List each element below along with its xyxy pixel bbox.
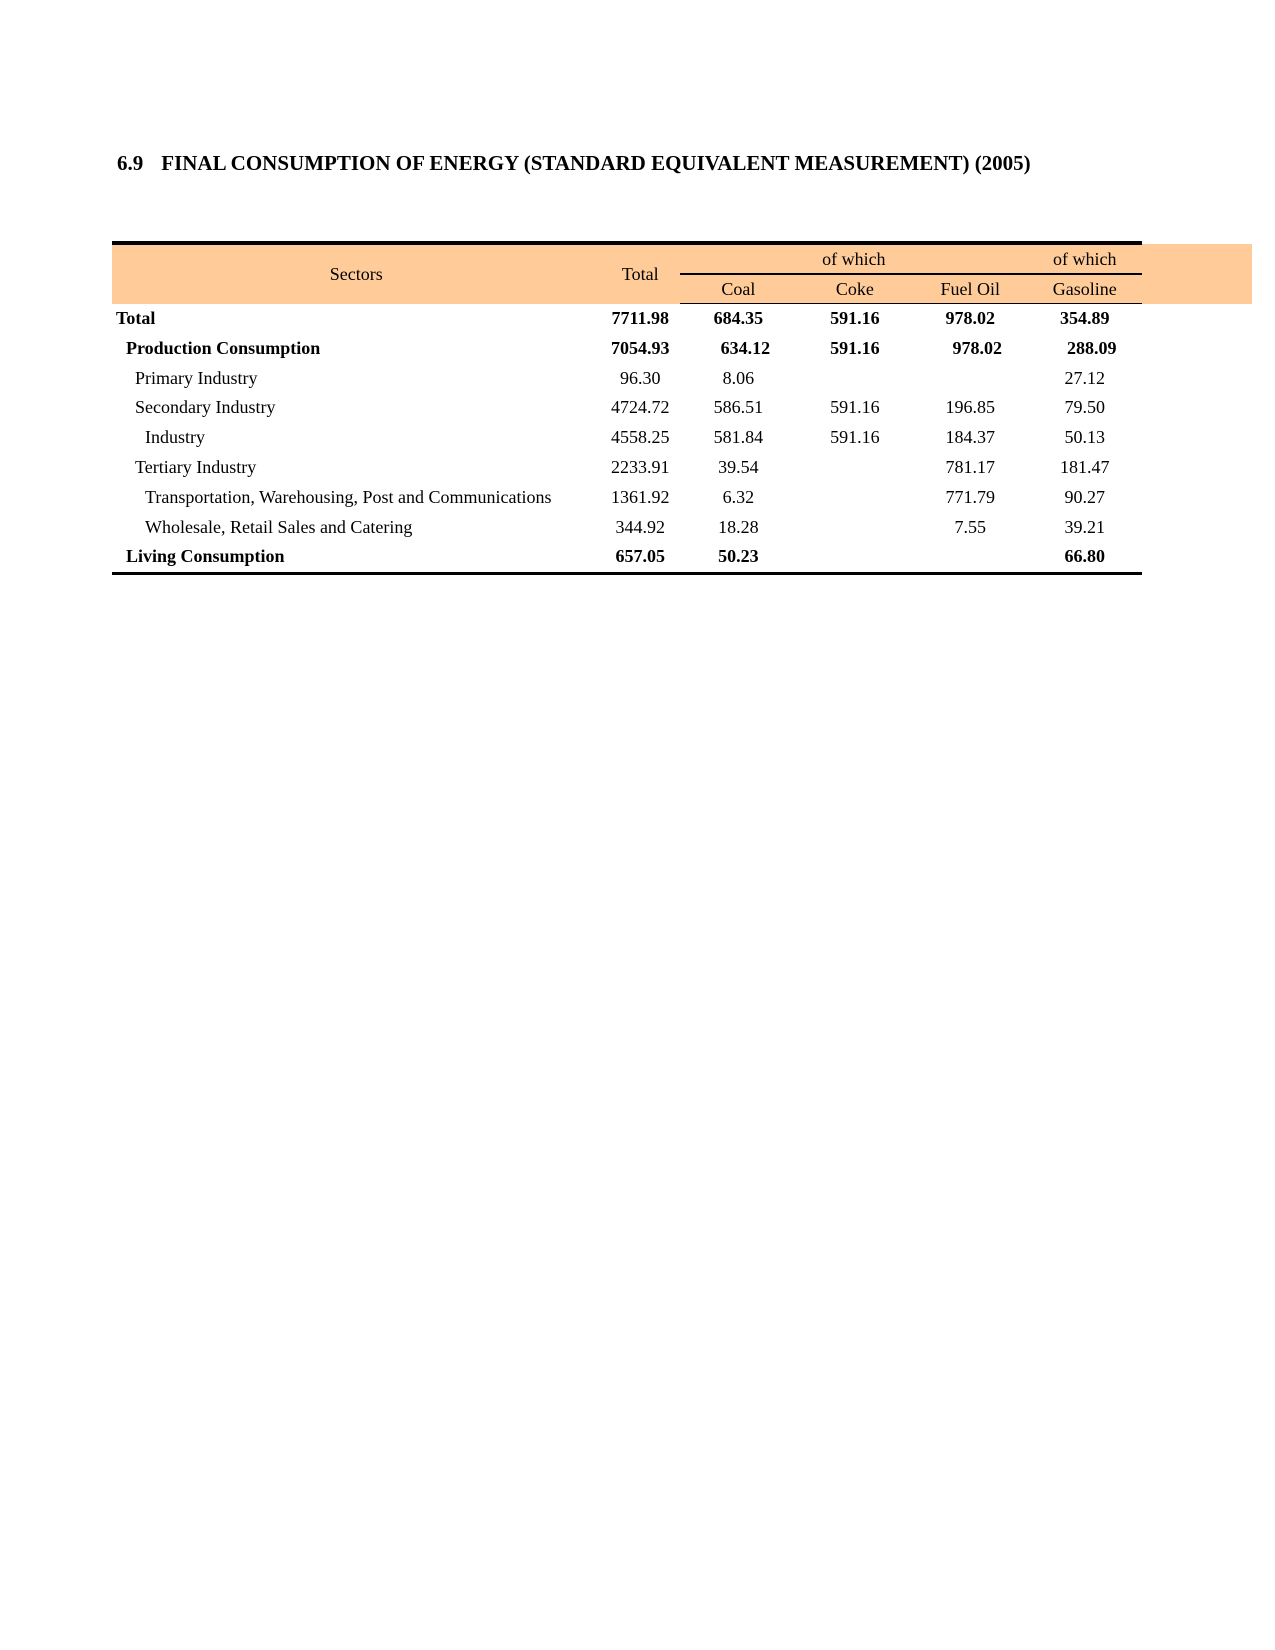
row-fuel-oil (913, 364, 1027, 394)
table-row (112, 304, 1142, 334)
header-of-which-1: of which (680, 243, 1027, 274)
row-sector: Secondary Industry (135, 397, 276, 418)
row-sector: Transportation, Warehousing, Post and Communications (145, 486, 552, 507)
row-coal: 586.51 (713, 397, 764, 418)
table-row (112, 453, 1142, 483)
row-coal: 50.23 (680, 542, 796, 573)
row-coke: 591.16 (830, 397, 880, 418)
energy-consumption-table (112, 241, 1142, 575)
header-sectors: Sectors (112, 243, 600, 304)
row-coke (797, 513, 913, 543)
row-total: 1361.92 (611, 486, 670, 507)
header-of-which-2: of which (1028, 243, 1142, 274)
table-row (112, 393, 1142, 423)
row-total: 7054.93 (611, 337, 670, 358)
row-fuel-oil: 196.85 (945, 397, 996, 418)
row-gasoline: 39.21 (1064, 516, 1106, 537)
row-total: 2233.91 (611, 456, 670, 477)
row-coke: 591.16 (830, 427, 880, 448)
row-coal: 8.06 (722, 367, 755, 388)
table-row (112, 513, 1142, 543)
row-sector: Total (116, 307, 156, 328)
table-row (112, 334, 1142, 364)
row-coke (797, 483, 913, 513)
row-gasoline: 79.50 (1064, 397, 1106, 418)
header-coal: Coal (680, 274, 796, 304)
row-coal: 684.35 (713, 308, 764, 328)
row-fuel-oil: 771.79 (945, 486, 996, 507)
row-total: 96.30 (620, 367, 661, 388)
row-fuel-oil: 7.55 (954, 516, 987, 537)
row-gasoline: 27.12 (1064, 367, 1106, 388)
row-fuel-oil: 184.37 (945, 427, 996, 448)
row-total: 7711.98 (611, 307, 670, 328)
row-coal: 18.28 (718, 516, 759, 537)
row-coal: 581.84 (713, 427, 764, 448)
row-coke (797, 453, 913, 483)
row-coal: 634.12 (720, 337, 771, 358)
table-row (112, 423, 1142, 453)
row-coke: 591.16 (830, 337, 880, 358)
table-title: FINAL CONSUMPTION OF ENERGY (STANDARD EQUIVALENT MEASUREMENT) (2005) (161, 151, 1031, 175)
row-coke: 591.16 (830, 308, 880, 328)
row-sector: Wholesale, Retail Sales and Catering (145, 516, 413, 537)
header-coke: Coke (797, 274, 913, 304)
energy-table-container (112, 241, 1142, 575)
row-fuel-oil (913, 542, 1027, 573)
row-sector: Production Consumption (126, 337, 321, 358)
row-gasoline: 354.89 (1060, 308, 1110, 328)
row-total: 4724.72 (611, 397, 670, 418)
table-row (112, 483, 1142, 513)
header-gasoline: Gasoline (1028, 274, 1142, 304)
row-sector: Primary Industry (135, 367, 258, 388)
row-fuel-oil: 978.02 (952, 337, 1003, 358)
header-total: Total (600, 243, 680, 304)
row-total: 657.05 (600, 542, 680, 573)
table-row (112, 364, 1142, 394)
row-sector: Industry (145, 427, 205, 448)
row-coal: 6.32 (722, 486, 755, 507)
header-fuel-oil: Fuel Oil (913, 274, 1027, 304)
page-title (117, 151, 1031, 176)
row-total: 4558.25 (611, 427, 670, 448)
table-header (112, 243, 1142, 304)
table-number: 6.9 (117, 151, 144, 175)
row-sector: Tertiary Industry (135, 456, 257, 477)
row-gasoline: 288.09 (1067, 337, 1117, 358)
table-body (112, 304, 1142, 574)
row-coke (797, 542, 913, 573)
row-total: 344.92 (615, 516, 666, 537)
row-gasoline: 90.27 (1064, 486, 1106, 507)
row-fuel-oil: 781.17 (945, 456, 996, 477)
row-gasoline: 50.13 (1064, 427, 1106, 448)
table-row (112, 542, 1142, 573)
row-coal: 39.54 (718, 456, 759, 477)
row-fuel-oil: 978.02 (945, 308, 996, 328)
row-gasoline: 66.80 (1028, 542, 1142, 573)
row-coke (797, 364, 913, 394)
row-gasoline: 181.47 (1060, 456, 1110, 477)
row-sector: Living Consumption (112, 542, 600, 573)
